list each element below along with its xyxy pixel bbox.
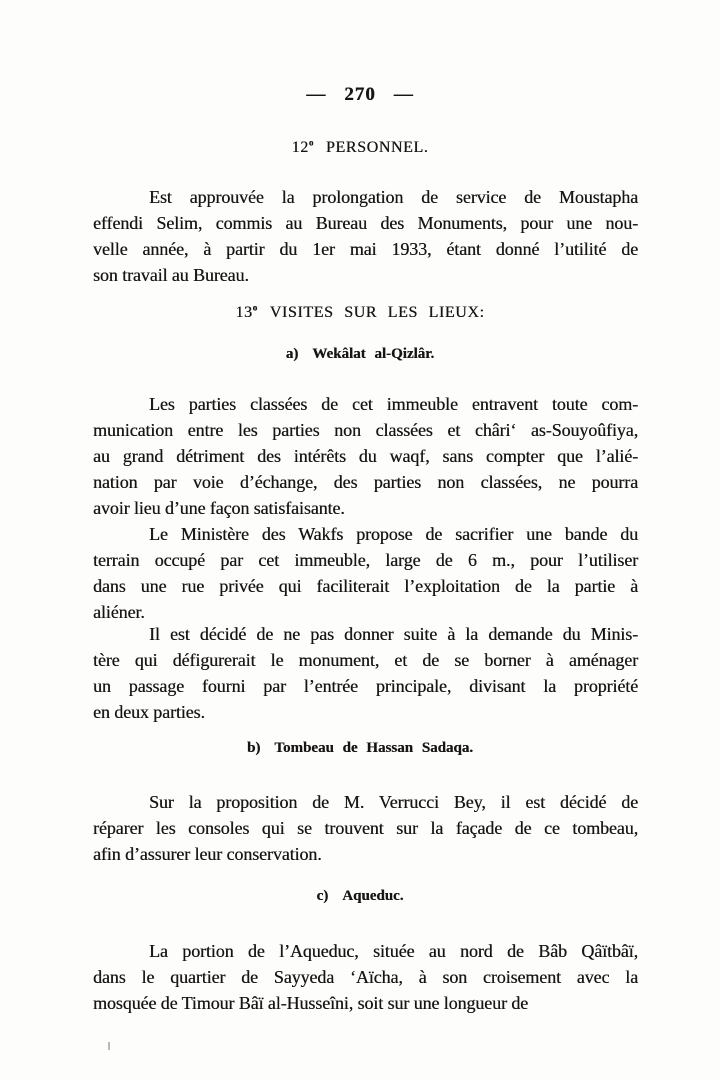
text-line: effendi Selim, commis au Bureau des Monuments, pour une nou- [93,213,638,233]
section-heading-personnel [0,139,720,157]
text-line: en deux parties. [93,702,205,722]
text-line: Il est décidé de ne pas donner suite à la demande du Minis- [149,624,638,644]
subsection-title: Wekâlat al-Qizlâr. [312,346,435,362]
section-heading-visites [0,304,720,322]
text-line: réparer les consoles qui se trouvent sur la façade de ce tombeau, [93,818,638,838]
text-line: dans le quartier de Sayyeda ‘Aïcha, à son croisement avec la [93,967,638,987]
section-ordinal: o [308,137,314,148]
scan-artifact [108,1042,110,1050]
text-line: Sur la proposition de M. Verrucci Bey, il est décidé de [149,792,638,812]
text-line: son travail au Bureau. [93,265,249,285]
text-line: avoir lieu d’une façon satisfaisante. [93,498,345,518]
text-line: mosquée de Timour Bâï al-Husseîni, soit sur une longueur de [93,993,529,1013]
section-ordinal: o [252,302,258,313]
text-line: Les parties classées de cet immeuble entravent toute com- [149,394,638,414]
text-line: un passage fourni par l’entrée principale, divisant la propriété [93,676,638,696]
text-line: nation par voie d’échange, des parties non classées, ne pourra [93,472,638,492]
text-line: terrain occupé par cet immeuble, large de 6 m., pour l’utiliser [93,550,638,570]
subsection-label: c) [316,888,329,904]
text-line: velle année, à partir du 1er mai 1933, étant donné l’utilité de [93,239,638,259]
text-line: Est approuvée la prolongation de service de Moustapha [149,187,638,207]
text-line: Le Ministère des Wakfs propose de sacrifier une bande du [149,524,638,544]
text-line: La portion de l’Aqueduc, située au nord de Bâb Qâïtbâï, [149,941,638,961]
section-number: 12 [291,139,309,156]
subsection-heading-b [0,740,720,757]
text-line: aliéner. [93,602,145,622]
paragraph-a3 [93,621,638,725]
section-title: PERSONNEL. [325,139,429,156]
page-number-dash-right: — [393,84,414,105]
text-line: munication entre les parties non classées et châri‘ as-Souyoûfiya, [93,420,638,440]
subsection-label: a) [285,346,299,362]
paragraph-c1 [93,938,638,1016]
paragraph-a2 [93,521,638,625]
paragraph-personnel [93,184,638,288]
text-line: dans une rue privée qui faciliterait l’exploitation de la partie à [93,576,638,596]
text-line: au grand détriment des intérêts du waqf, sans compter que l’alié- [93,446,638,466]
section-title: VISITES SUR LES LIEUX: [269,304,485,321]
subsection-title: Tombeau de Hassan Sadaqa. [274,740,474,756]
page-number-dash-left: — [306,84,327,105]
text-line: tère qui défigurerait le monument, et de se borner à aménager [93,650,638,670]
subsection-title: Aqueduc. [342,888,404,904]
page-number-value: 270 [344,84,376,105]
page-number [0,84,720,106]
section-number: 13 [235,304,253,321]
subsection-label: b) [246,740,261,756]
text-line: afin d’assurer leur conservation. [93,844,322,864]
paragraph-b1 [93,789,638,867]
subsection-heading-c [0,888,720,905]
paragraph-a1 [93,391,638,521]
subsection-heading-a [0,346,720,363]
